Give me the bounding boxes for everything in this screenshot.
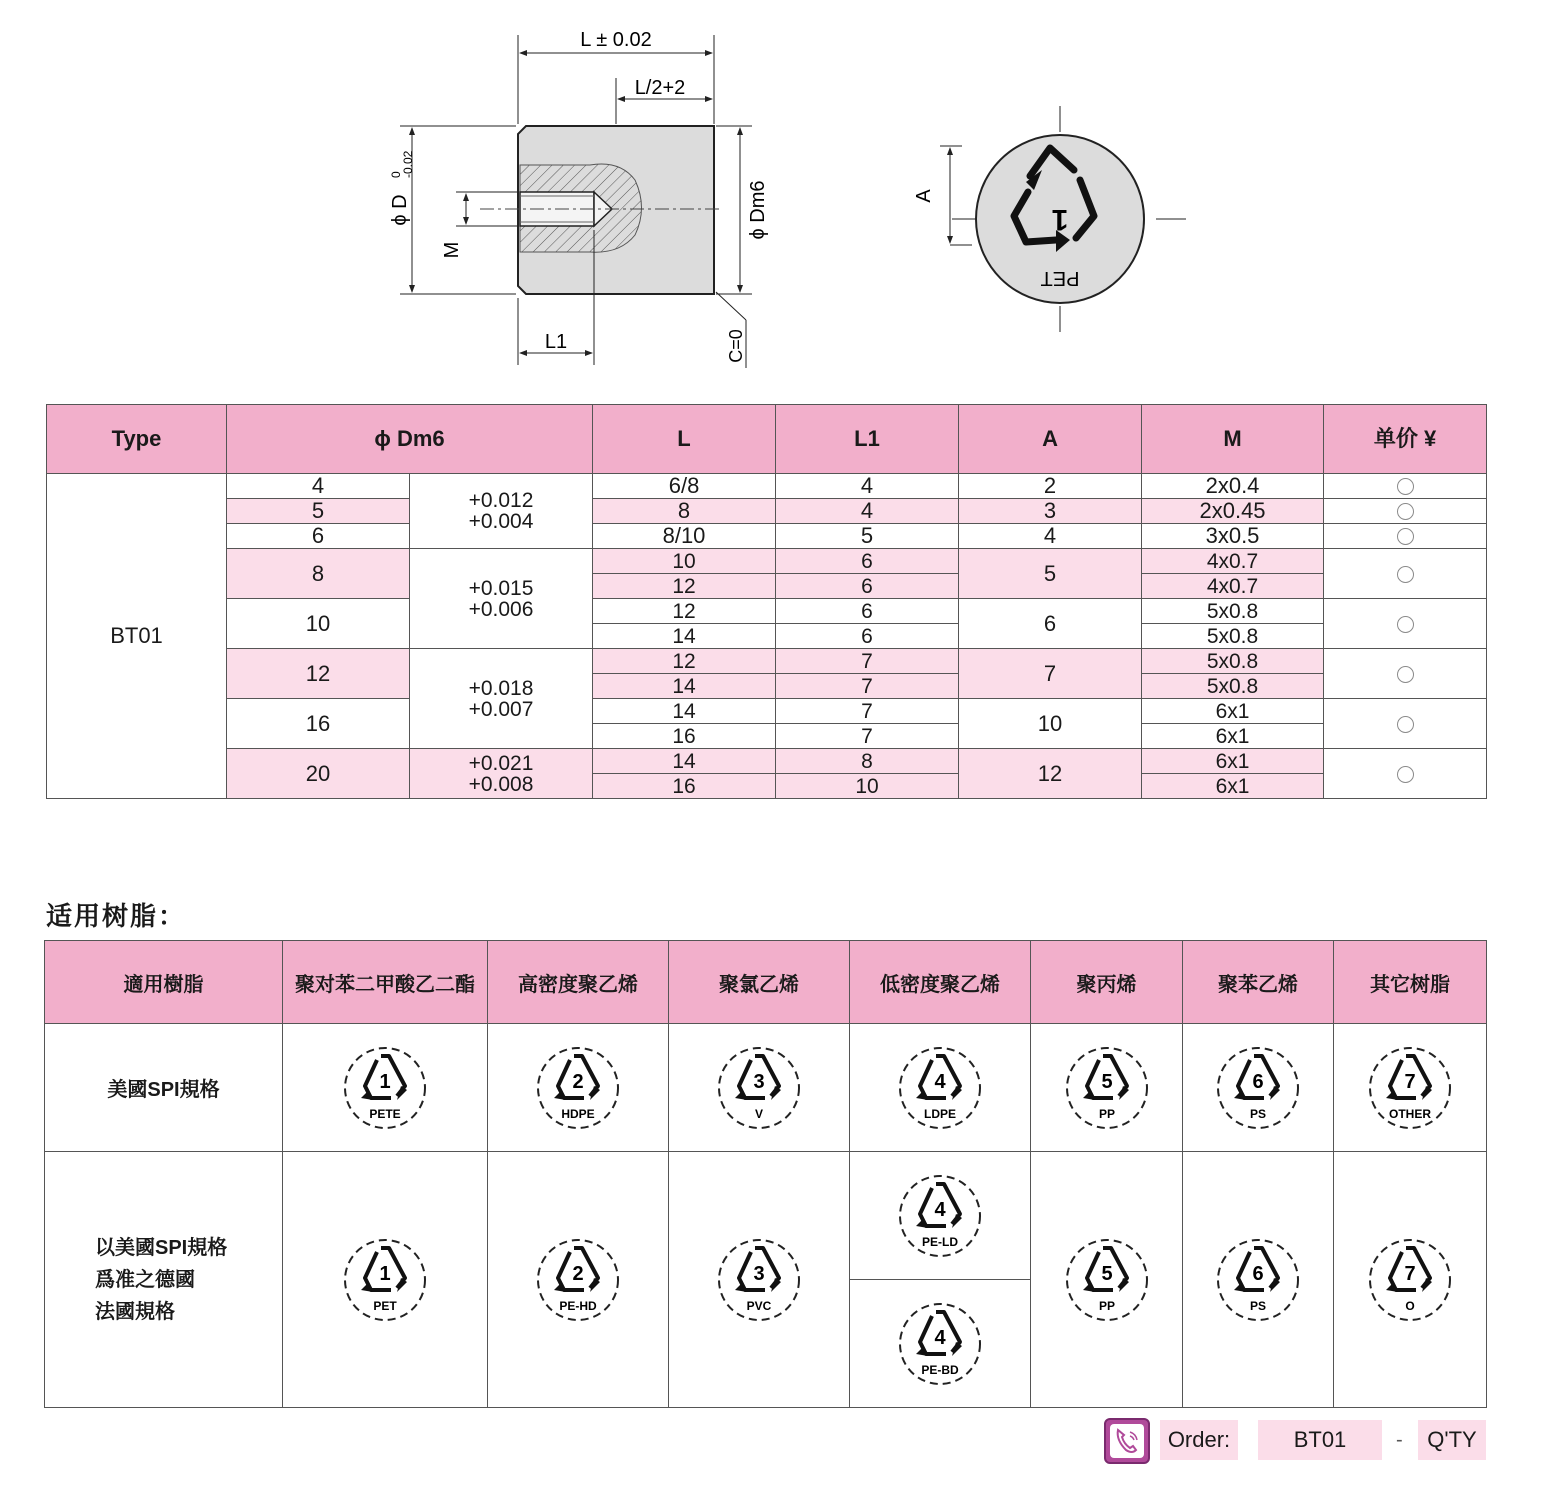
price-circle-icon bbox=[1397, 616, 1414, 633]
recycle-cell bbox=[669, 1024, 850, 1152]
recycle-number: 4 bbox=[934, 1326, 946, 1349]
a-cell: 5 bbox=[959, 549, 1142, 599]
l-cell: 6/8 bbox=[593, 474, 776, 499]
header-m: M bbox=[1142, 405, 1324, 474]
price-cell bbox=[1324, 499, 1487, 524]
recycle-code: PETE bbox=[369, 1106, 401, 1121]
price-circle-icon bbox=[1397, 766, 1414, 783]
dim-d-label: ϕ D bbox=[389, 194, 411, 226]
d-cell: 20 bbox=[227, 749, 410, 799]
recycle-number: 7 bbox=[1404, 1070, 1416, 1093]
spec-table bbox=[46, 404, 1487, 799]
a-cell: 3 bbox=[959, 499, 1142, 524]
recycle-cell bbox=[850, 1152, 1031, 1280]
a-cell: 7 bbox=[959, 649, 1142, 699]
l1-cell: 6 bbox=[776, 574, 959, 599]
recycle-cell bbox=[1031, 1152, 1183, 1408]
section-title: 适用树脂： bbox=[46, 901, 187, 931]
d-cell: 4 bbox=[227, 474, 410, 499]
m-cell: 2x0.45 bbox=[1142, 499, 1324, 524]
pin-side-view bbox=[480, 126, 720, 294]
dim-c-label: C=0 bbox=[726, 329, 746, 363]
resin-header: 聚苯乙烯 bbox=[1183, 941, 1334, 1024]
recycle-icon bbox=[1183, 1232, 1333, 1328]
l1-cell: 6 bbox=[776, 549, 959, 574]
m-cell: 4x0.7 bbox=[1142, 549, 1324, 574]
l-cell: 8 bbox=[593, 499, 776, 524]
recycle-number: 4 bbox=[934, 1198, 946, 1221]
recycle-icon bbox=[850, 1040, 1030, 1136]
m-cell: 6x1 bbox=[1142, 774, 1324, 799]
l1-cell: 4 bbox=[776, 474, 959, 499]
l1-cell: 8 bbox=[776, 749, 959, 774]
price-circle-icon bbox=[1397, 503, 1414, 520]
l1-cell: 7 bbox=[776, 649, 959, 674]
recycle-icon bbox=[1031, 1232, 1182, 1328]
m-cell: 5x0.8 bbox=[1142, 599, 1324, 624]
recycle-code: PP bbox=[1098, 1298, 1115, 1313]
recycle-code: OTHER bbox=[1389, 1106, 1431, 1121]
recycle-icon bbox=[669, 1040, 849, 1136]
l-cell: 12 bbox=[593, 574, 776, 599]
a-cell: 6 bbox=[959, 599, 1142, 649]
dim-l-label: L ± 0.02 bbox=[580, 29, 652, 51]
l-cell: 8/10 bbox=[593, 524, 776, 549]
price-circle-icon bbox=[1397, 566, 1414, 583]
recycle-code: O bbox=[1405, 1298, 1415, 1313]
resin-header: 高密度聚乙烯 bbox=[488, 941, 669, 1024]
l1-cell: 7 bbox=[776, 699, 959, 724]
end-mark-number: 1 bbox=[1051, 203, 1069, 236]
l-cell: 14 bbox=[593, 624, 776, 649]
recycle-cell bbox=[1334, 1152, 1487, 1408]
recycle-icon bbox=[1031, 1040, 1182, 1136]
dim-m-label: M bbox=[441, 241, 463, 259]
header-dm6: ϕ Dm6 bbox=[227, 405, 593, 474]
recycle-icon bbox=[850, 1296, 1030, 1392]
recycle-icon bbox=[488, 1040, 668, 1136]
m-cell: 5x0.8 bbox=[1142, 674, 1324, 699]
header-a: A bbox=[959, 405, 1142, 474]
end-mark-text: PET bbox=[1040, 267, 1080, 289]
header-l: L bbox=[593, 405, 776, 474]
recycle-icon bbox=[1334, 1040, 1486, 1136]
d-cell: 5 bbox=[227, 499, 410, 524]
price-cell bbox=[1324, 749, 1487, 799]
l-cell: 14 bbox=[593, 699, 776, 724]
recycle-cell bbox=[488, 1152, 669, 1408]
m-cell: 2x0.4 bbox=[1142, 474, 1324, 499]
order-dash: - bbox=[1396, 1429, 1403, 1451]
dim-a-label: A bbox=[913, 189, 935, 203]
type-cell: BT01 bbox=[47, 474, 227, 799]
l-cell: 14 bbox=[593, 674, 776, 699]
a-cell: 12 bbox=[959, 749, 1142, 799]
m-cell: 3x0.5 bbox=[1142, 524, 1324, 549]
spi-row-label: 美國SPI規格 bbox=[45, 1024, 283, 1152]
price-circle-icon bbox=[1397, 716, 1414, 733]
recycle-number: 5 bbox=[1100, 1262, 1113, 1285]
recycle-number: 5 bbox=[1100, 1070, 1113, 1093]
d-cell: 16 bbox=[227, 699, 410, 749]
recycle-code: LDPE bbox=[923, 1106, 957, 1121]
price-circle-icon bbox=[1397, 478, 1414, 495]
de-fr-row-label: 以美國SPI規格 爲准之德國 法國規格 bbox=[45, 1152, 283, 1408]
resin-header: 聚氯乙烯 bbox=[669, 941, 850, 1024]
m-cell: 5x0.8 bbox=[1142, 649, 1324, 674]
price-cell bbox=[1324, 549, 1487, 599]
dim-l1-label: L1 bbox=[544, 331, 568, 353]
recycle-number: 3 bbox=[753, 1070, 765, 1093]
recycle-icon bbox=[850, 1168, 1030, 1264]
recycle-number: 1 bbox=[379, 1070, 391, 1093]
dim-dm6-label: ϕ Dm6 bbox=[747, 180, 769, 240]
recycle-number: 6 bbox=[1252, 1262, 1264, 1285]
m-cell: 4x0.7 bbox=[1142, 574, 1324, 599]
l1-cell: 7 bbox=[776, 674, 959, 699]
a-cell: 2 bbox=[959, 474, 1142, 499]
recycle-number: 7 bbox=[1404, 1262, 1416, 1285]
resin-header: 聚丙烯 bbox=[1031, 941, 1183, 1024]
recycle-cell bbox=[283, 1152, 488, 1408]
header-price: 单价 ¥ bbox=[1324, 405, 1487, 474]
resin-header: 聚对苯二甲酸乙二酯 bbox=[283, 941, 488, 1024]
l1-cell: 5 bbox=[776, 524, 959, 549]
recycle-code: PS bbox=[1249, 1298, 1267, 1313]
recycle-code: V bbox=[754, 1106, 764, 1121]
price-cell bbox=[1324, 599, 1487, 649]
recycle-cell bbox=[850, 1280, 1031, 1408]
l-cell: 12 bbox=[593, 649, 776, 674]
price-circle-icon bbox=[1397, 666, 1414, 683]
tol-cell: +0.012 +0.004 bbox=[410, 474, 593, 549]
recycle-code: PE-LD bbox=[922, 1234, 958, 1249]
recycle-number: 2 bbox=[572, 1070, 584, 1093]
l1-cell: 6 bbox=[776, 599, 959, 624]
l-cell: 12 bbox=[593, 599, 776, 624]
recycle-cell bbox=[1183, 1024, 1334, 1152]
price-cell bbox=[1324, 699, 1487, 749]
recycle-cell bbox=[1334, 1024, 1487, 1152]
m-cell: 6x1 bbox=[1142, 749, 1324, 774]
dim-d-lower: -0.02 bbox=[401, 150, 415, 178]
recycle-cell bbox=[283, 1024, 488, 1152]
recycle-icon bbox=[669, 1232, 849, 1328]
tol-cell: +0.021 +0.008 bbox=[410, 749, 593, 799]
recycle-code: PVC bbox=[746, 1298, 772, 1313]
a-cell: 4 bbox=[959, 524, 1142, 549]
order-qty: Q'TY bbox=[1418, 1420, 1486, 1460]
price-cell bbox=[1324, 524, 1487, 549]
a-cell: 10 bbox=[959, 699, 1142, 749]
recycle-code: PP bbox=[1098, 1106, 1115, 1121]
resin-header: 適用樹脂 bbox=[45, 941, 283, 1024]
header-l1: L1 bbox=[776, 405, 959, 474]
m-cell: 6x1 bbox=[1142, 724, 1324, 749]
l1-cell: 10 bbox=[776, 774, 959, 799]
recycle-cell bbox=[488, 1024, 669, 1152]
recycle-cell bbox=[850, 1024, 1031, 1152]
recycle-code: PET bbox=[373, 1298, 397, 1313]
l1-cell: 6 bbox=[776, 624, 959, 649]
recycle-code: HDPE bbox=[561, 1106, 595, 1121]
d-cell: 12 bbox=[227, 649, 410, 699]
recycle-code: PS bbox=[1249, 1106, 1267, 1121]
resin-header: 其它树脂 bbox=[1334, 941, 1487, 1024]
recycle-number: 2 bbox=[572, 1262, 584, 1285]
d-cell: 10 bbox=[227, 599, 410, 649]
recycle-code: PE-HD bbox=[559, 1298, 597, 1313]
recycle-cell bbox=[669, 1152, 850, 1408]
recycle-icon bbox=[283, 1232, 487, 1328]
resin-header: 低密度聚乙烯 bbox=[850, 941, 1031, 1024]
recycle-icon bbox=[283, 1040, 487, 1136]
l1-cell: 4 bbox=[776, 499, 959, 524]
order-label: Order: bbox=[1160, 1420, 1238, 1460]
recycle-number: 1 bbox=[379, 1262, 391, 1285]
recycle-number: 4 bbox=[934, 1070, 946, 1093]
price-cell bbox=[1324, 474, 1487, 499]
l1-cell: 7 bbox=[776, 724, 959, 749]
recycle-number: 3 bbox=[753, 1262, 765, 1285]
recycle-icon bbox=[1183, 1040, 1333, 1136]
d-cell: 8 bbox=[227, 549, 410, 599]
tol-cell: +0.015 +0.006 bbox=[410, 549, 593, 649]
technical-drawing bbox=[380, 20, 1200, 380]
l-cell: 16 bbox=[593, 774, 776, 799]
dim-d-upper: 0 bbox=[389, 171, 403, 178]
m-cell: 6x1 bbox=[1142, 699, 1324, 724]
price-cell bbox=[1324, 649, 1487, 699]
recycle-icon bbox=[488, 1232, 668, 1328]
m-cell: 5x0.8 bbox=[1142, 624, 1324, 649]
l-cell: 14 bbox=[593, 749, 776, 774]
price-circle-icon bbox=[1397, 528, 1414, 545]
recycle-code: PE-BD bbox=[921, 1362, 959, 1377]
recycle-icon bbox=[1334, 1232, 1486, 1328]
d-cell: 6 bbox=[227, 524, 410, 549]
resin-table bbox=[44, 940, 1487, 1408]
recycle-cell bbox=[1183, 1152, 1334, 1408]
l-cell: 10 bbox=[593, 549, 776, 574]
recycle-cell bbox=[1031, 1024, 1183, 1152]
l-cell: 16 bbox=[593, 724, 776, 749]
phone-icon bbox=[1104, 1418, 1150, 1464]
recycle-number: 6 bbox=[1252, 1070, 1264, 1093]
dim-l2-label: L/2+2 bbox=[634, 77, 686, 99]
header-type: Type bbox=[47, 405, 227, 474]
tol-cell: +0.018 +0.007 bbox=[410, 649, 593, 749]
order-code: BT01 bbox=[1258, 1420, 1382, 1460]
